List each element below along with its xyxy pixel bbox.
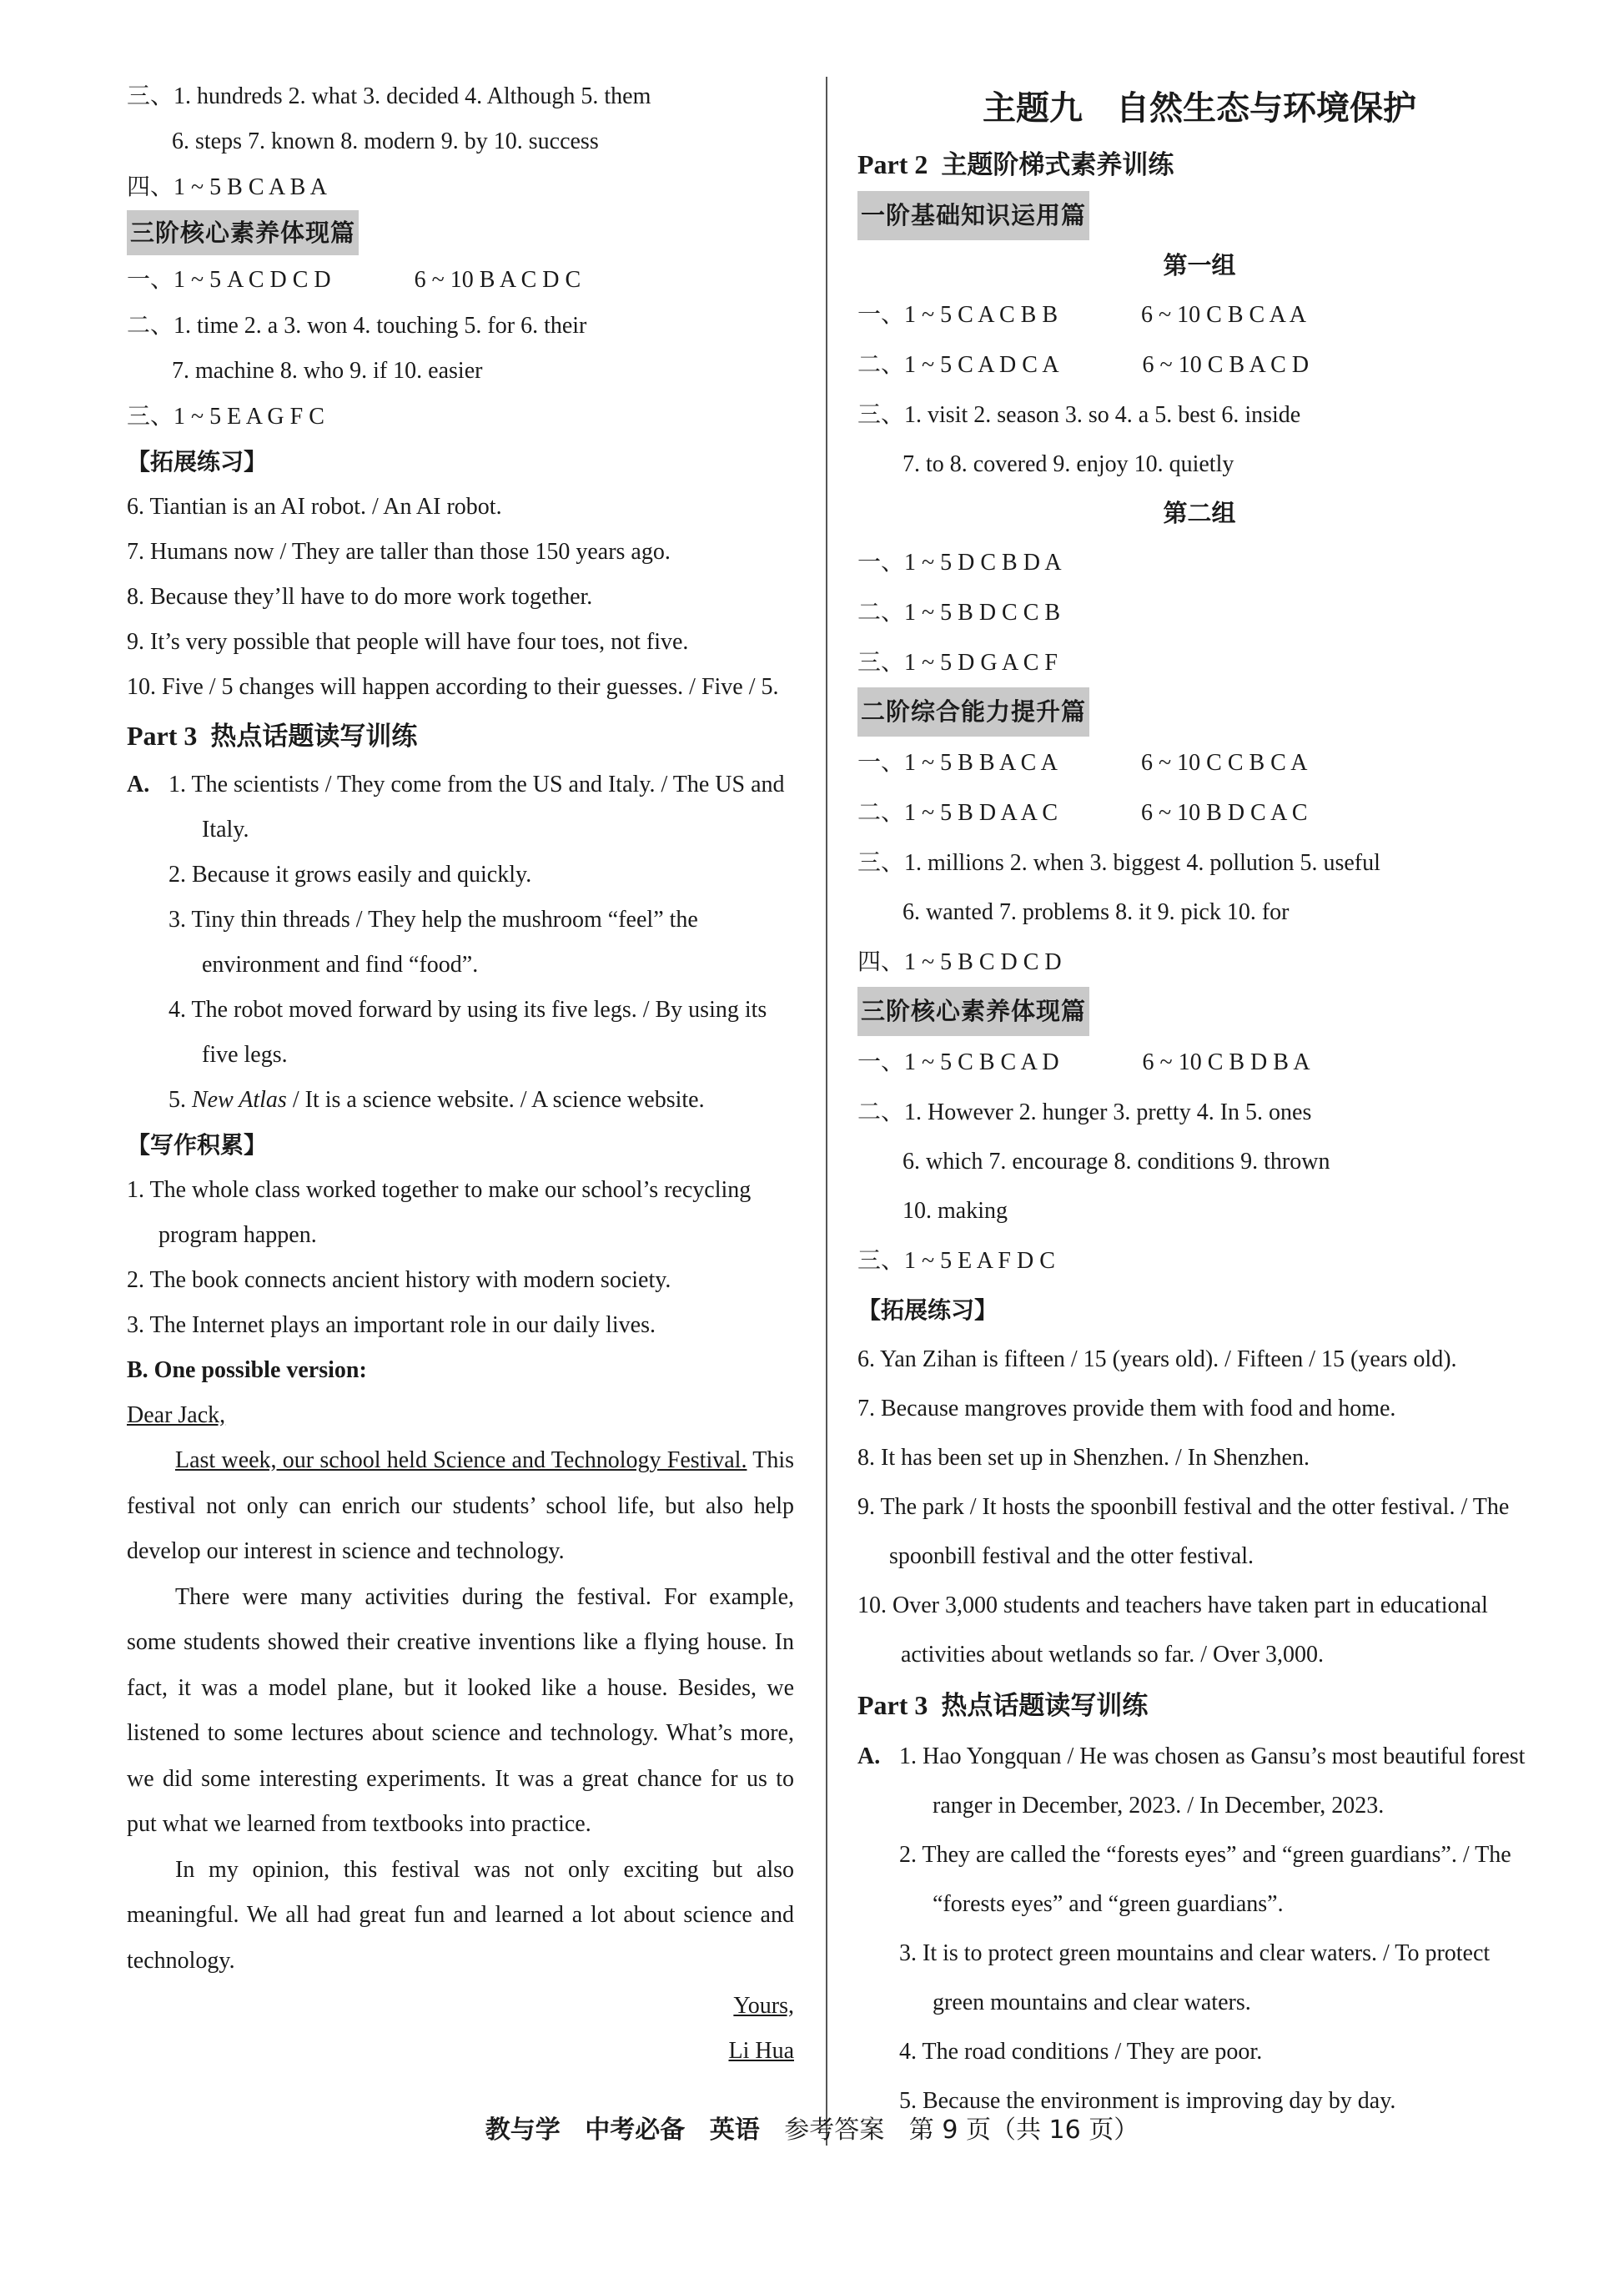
group-heading: 第二组 — [1163, 499, 1236, 527]
part-heading: Part 3 热点话题读写训练 — [857, 1690, 1149, 1721]
list-item: 2. Because it grows easily and quickly. — [168, 862, 532, 888]
answer-line: 一、1 ~ 5 B B A C A 6 ~ 10 C C B C A — [857, 748, 1308, 776]
list-item: 5. New Atlas / It is a science website. / A science website. — [168, 1087, 705, 1113]
answer-line: 一、1 ~ 5 C B C A D 6 ~ 10 C B D B A — [857, 1048, 1310, 1075]
right-column — [857, 78, 1541, 2126]
section-band: 三阶核心素养体现篇 — [857, 987, 1541, 1037]
letter-greeting: Dear Jack, — [127, 1402, 226, 1428]
list-item: 1. Hao Yongquan / He was chosen as Gansu’s most beautiful forest ranger in December, 2023. / In December, 2023. — [899, 1743, 1526, 1819]
list-item: 10. Five / 5 changes will happen according to their guesses. / Five / 5. — [127, 674, 779, 700]
answer-line: 三、1 ~ 5 E A F D C — [857, 1246, 1055, 1274]
answer-line: 6. wanted 7. problems 8. it 9. pick 10. for — [903, 899, 1290, 925]
group-heading: 第一组 — [1163, 251, 1236, 279]
letter-paragraph: Last week, our school held Science and Technology Festival. This festival not only can enrich our students’ school life, but also help develop our interest in science and technology. — [127, 1447, 794, 1564]
list-item: 1. The scientists / They come from the US and Italy. / The US and Italy. — [168, 772, 785, 843]
part-heading: Part 3 热点话题读写训练 — [127, 721, 418, 752]
section-band: 二阶综合能力提升篇 — [857, 687, 1541, 737]
section-a — [857, 1732, 1541, 2126]
answer-line: 三、1. millions 2. when 3. biggest 4. pollution 5. useful — [857, 848, 1380, 876]
extension-heading: 【拓展练习】 — [857, 1296, 998, 1324]
page-footer — [0, 2109, 1624, 2146]
section-label: A. — [127, 772, 150, 797]
column-divider — [826, 77, 827, 2146]
writing-heading: 【写作积累】 — [127, 1131, 268, 1159]
list-item: 9. It’s very possible that people will have four toes, not five. — [127, 629, 689, 655]
list-item: 6. Tiantian is an AI robot. / An AI robot. — [127, 494, 502, 520]
letter-paragraph: There were many activities during the festival. For example, some students showed their creative inventions like a flying house. In fact, it was a model plane, but it looked like a house. Besides, we listened to some lectures about science and technology. What’s more, we did some interesting experiments. It was a great chance for us to put what we learned from textbooks into practice. — [127, 1583, 794, 1837]
footer-label: 参考答案 — [784, 2116, 885, 2145]
list-item: 4. The robot moved forward by using its five legs. / By using its five legs. — [168, 997, 767, 1068]
answer-line: 一、1 ~ 5 A C D C D 6 ~ 10 B A C D C — [127, 265, 581, 293]
answer-line: 二、1. However 2. hunger 3. pretty 4. In 5. ones — [857, 1098, 1312, 1125]
answer-line: 7. to 8. covered 9. enjoy 10. quietly — [903, 451, 1234, 477]
list-item: 5. Because the environment is improving day by day. — [899, 2088, 1396, 2114]
list-item: 3. The Internet plays an important role in our daily lives. — [127, 1312, 656, 1338]
list-item: 4. The road conditions / They are poor. — [899, 2039, 1263, 2065]
answer-line: 二、1. time 2. a 3. won 4. touching 5. for 6. their — [127, 311, 587, 339]
section-a — [127, 762, 794, 1123]
list-item: 1. The whole class worked together to make our school’s recycling program happen. — [127, 1177, 752, 1248]
section-label: B. One possible version: — [127, 1357, 367, 1383]
answer-line: 四、1 ~ 5 B C A B A — [127, 173, 327, 200]
list-item: 6. Yan Zihan is fifteen / 15 (years old). / Fifteen / 15 (years old). — [857, 1346, 1457, 1372]
list-item: 3. It is to protect green mountains and clear waters. / To protect green mountains and clear waters. — [899, 1940, 1491, 2015]
section-label: A. — [857, 1743, 881, 1769]
answer-line: 二、1 ~ 5 B D A A C 6 ~ 10 B D C A C — [857, 798, 1308, 826]
footer-subject: 英语 — [709, 2116, 760, 2145]
answer-line: 三、1 ~ 5 D G A C F — [857, 648, 1058, 676]
list-item: 8. It has been set up in Shenzhen. / In Shenzhen. — [857, 1445, 1310, 1471]
letter-closing: Yours, — [733, 1993, 794, 2019]
letter-signature: Li Hua — [728, 2038, 794, 2064]
answer-line: 二、1 ~ 5 B D C C B — [857, 598, 1061, 626]
footer-page-number: 第 9 页（共 16 页） — [908, 2116, 1139, 2145]
answer-line: 6. steps 7. known 8. modern 9. by 10. success — [172, 128, 599, 154]
extension-heading: 【拓展练习】 — [127, 448, 268, 475]
answer-line: 三、1 ~ 5 E A G F C — [127, 402, 324, 430]
list-item: 2. The book connects ancient history with modern society. — [127, 1267, 671, 1293]
list-item: 7. Because mangroves provide them with food and home. — [857, 1396, 1396, 1421]
answer-line: 一、1 ~ 5 C A C B B 6 ~ 10 C B C A A — [857, 300, 1306, 328]
answer-line: 10. making — [903, 1198, 1008, 1224]
list-item: 10. Over 3,000 students and teachers have taken part in educational activities about wetlands so far. / Over 3,000. — [857, 1592, 1488, 1668]
part-heading: Part 2 主题阶梯式素养训练 — [857, 149, 1174, 180]
footer-series: 中考必备 — [585, 2116, 686, 2145]
answer-line: 三、1. hundreds 2. what 3. decided 4. Although 5. them — [127, 82, 651, 109]
topic-title: 主题九 自然生态与环境保护 — [983, 89, 1416, 128]
list-item: 7. Humans now / They are taller than those 150 years ago. — [127, 539, 671, 565]
answer-line: 四、1 ~ 5 B C D C D — [857, 948, 1062, 975]
answer-line: 三、1. visit 2. season 3. so 4. a 5. best 6. inside — [857, 400, 1301, 428]
answer-line: 二、1 ~ 5 C A D C A 6 ~ 10 C B A C D — [857, 350, 1310, 378]
answer-line: 一、1 ~ 5 D C B D A — [857, 548, 1062, 576]
left-column — [127, 73, 794, 2074]
section-band: 一阶基础知识运用篇 — [857, 191, 1541, 241]
answer-line: 6. which 7. encourage 8. conditions 9. thrown — [903, 1149, 1330, 1175]
letter-paragraph: In my opinion, this festival was not only exciting but also meaningful. We all had great fun and learned a lot about science and technology. — [127, 1856, 794, 1974]
list-item: 3. Tiny thin threads / They help the mushroom “feel” the environment and find “food”. — [168, 907, 698, 978]
section-band: 三阶核心素养体现篇 — [127, 210, 794, 257]
list-item: 9. The park / It hosts the spoonbill festival and the otter festival. / The spoonbill festival and the otter festival. — [857, 1494, 1510, 1569]
list-item: 2. They are called the “forests eyes” and “green guardians”. / The “forests eyes” and “green guardians”. — [899, 1842, 1511, 1917]
answer-line: 7. machine 8. who 9. if 10. easier — [172, 358, 483, 384]
footer-brand: 教与学 — [485, 2116, 561, 2145]
list-item: 8. Because they’ll have to do more work together. — [127, 584, 593, 610]
